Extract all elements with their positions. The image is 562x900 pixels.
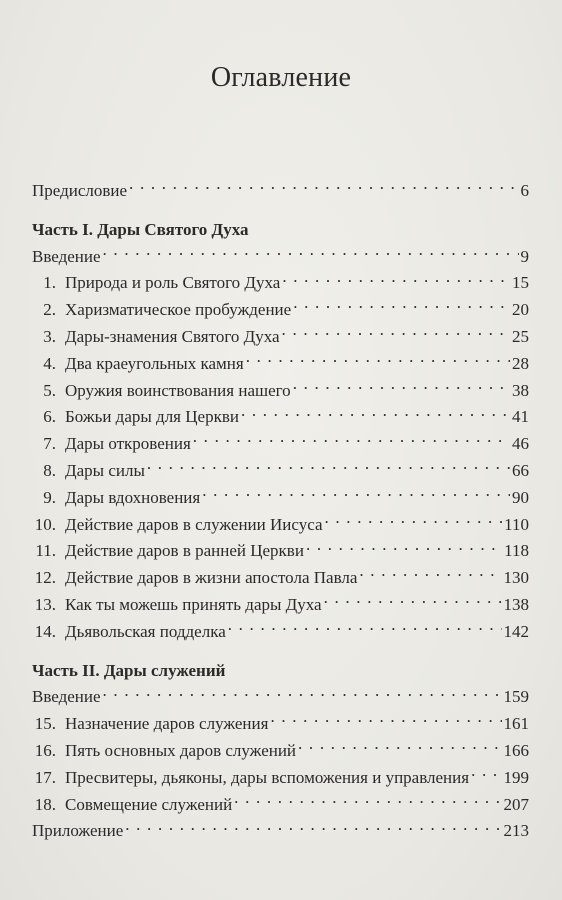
toc-chapter-entry	[32, 592, 529, 619]
toc-chapter-entry	[32, 431, 529, 458]
chapter-number: 5.	[43, 380, 56, 400]
chapter-title: Действие даров в служении Иисуса	[65, 514, 323, 534]
chapter-page: 25	[512, 326, 529, 346]
dot-leader	[246, 359, 510, 369]
toc-entry-intro	[32, 684, 529, 711]
dot-leader	[471, 773, 501, 783]
dot-leader	[306, 546, 502, 556]
chapter-page: 15	[512, 273, 529, 293]
chapter-number: 15.	[34, 714, 56, 734]
dot-leader	[359, 573, 501, 583]
toc-chapter-entry	[32, 351, 529, 378]
chapter-number: 4.	[43, 353, 56, 373]
dot-leader	[241, 412, 510, 422]
toc-chapter-entry	[32, 404, 529, 431]
chapter-title: Дары-знамения Святого Духа	[65, 326, 280, 346]
dot-leader	[125, 826, 501, 836]
chapter-number: 18.	[34, 794, 56, 814]
chapter-title: Дары силы	[65, 460, 145, 480]
toc-chapter-entry	[32, 485, 529, 512]
chapter-page: 41	[512, 407, 529, 427]
chapter-title: Дары вдохновения	[65, 487, 201, 507]
dot-leader	[324, 600, 502, 610]
dot-leader	[298, 746, 501, 756]
chapter-page: 161	[503, 714, 529, 734]
toc-chapter-entry	[32, 270, 529, 297]
chapter-number: 10.	[34, 514, 56, 534]
table-of-contents	[32, 178, 529, 845]
entry-title: Введение	[32, 246, 101, 266]
chapter-page: 66	[512, 460, 529, 480]
dot-leader	[293, 305, 510, 315]
chapter-number: 3.	[43, 326, 56, 346]
chapter-title: Пять основных даров служений	[65, 740, 297, 760]
toc-chapter-entry	[32, 324, 529, 351]
chapter-number: 11.	[35, 541, 56, 561]
chapter-number: 12.	[34, 568, 56, 588]
chapter-title: Дары откровения	[65, 434, 191, 454]
chapter-list	[32, 711, 529, 818]
chapter-number: 14.	[34, 621, 56, 641]
entry-page: 9	[520, 246, 529, 266]
chapter-title: Харизматическое пробуждение	[65, 300, 292, 320]
toc-chapter-entry	[32, 765, 529, 792]
toc-chapter-entry	[32, 711, 529, 738]
chapter-page: 46	[512, 434, 529, 454]
chapter-page: 138	[503, 594, 529, 614]
page-title: Оглавление	[210, 62, 352, 93]
toc-chapter-entry	[32, 792, 529, 819]
chapter-page: 90	[512, 487, 529, 507]
chapter-title: Божьи дары для Церкви	[65, 407, 239, 427]
dot-leader	[270, 719, 501, 729]
part-heading: Часть II. Дары служений	[32, 660, 226, 680]
dot-leader	[293, 386, 510, 396]
dot-leader	[129, 186, 518, 196]
entry-title: Предисловие	[32, 181, 128, 200]
toc-chapter-entry	[32, 378, 529, 405]
dot-leader	[103, 692, 502, 702]
chapter-page: 28	[512, 353, 529, 373]
chapter-number: 6.	[43, 407, 56, 427]
toc-entry-foreword	[32, 178, 529, 205]
entry-page: 159	[503, 687, 529, 707]
chapter-title: Два краеугольных камня	[65, 353, 244, 373]
entry-title: Введение	[32, 687, 101, 707]
chapter-page: 166	[503, 740, 529, 760]
chapter-number: 17.	[34, 767, 56, 787]
toc-chapter-entry	[32, 297, 529, 324]
dot-leader	[325, 520, 503, 530]
chapter-page: 110	[504, 514, 529, 534]
chapter-title: Пресвитеры, дьяконы, дары вспоможения и управления	[65, 767, 470, 787]
chapter-number: 16.	[34, 740, 56, 760]
toc-entry-appendix	[32, 818, 529, 845]
chapter-title: Оружия воинствования нашего	[65, 380, 291, 400]
chapter-page: 199	[503, 767, 529, 787]
chapter-number: 9.	[43, 487, 56, 507]
chapter-page: 118	[504, 541, 529, 561]
entry-page: 6	[520, 181, 529, 200]
dot-leader	[234, 800, 501, 810]
chapter-number: 7.	[43, 434, 56, 454]
chapter-page: 130	[503, 568, 529, 588]
toc-chapter-entry	[32, 738, 529, 765]
chapter-title: Природа и роль Святого Духа	[65, 273, 281, 293]
chapter-number: 8.	[43, 460, 56, 480]
chapter-title: Действие даров в жизни апостола Павла	[65, 568, 358, 588]
dot-leader	[282, 278, 510, 288]
chapter-page: 142	[503, 621, 529, 641]
chapter-title: Действие даров в ранней Церкви	[65, 541, 304, 561]
chapter-number: 1.	[43, 273, 56, 293]
chapter-page: 38	[512, 380, 529, 400]
toc-entry-intro	[32, 244, 529, 271]
chapter-page: 20	[512, 300, 529, 320]
chapter-title: Совмещение служений	[65, 794, 233, 814]
chapter-number: 2.	[43, 300, 56, 320]
toc-chapter-entry	[32, 565, 529, 592]
toc-chapter-entry	[32, 619, 529, 646]
dot-leader	[228, 627, 502, 637]
dot-leader	[193, 439, 510, 449]
dot-leader	[147, 466, 510, 476]
dot-leader	[202, 493, 510, 503]
toc-chapter-entry	[32, 458, 529, 485]
dot-leader	[282, 332, 510, 342]
toc-chapter-entry	[32, 512, 529, 539]
entry-title: Приложение	[32, 821, 124, 841]
chapter-list	[32, 270, 529, 645]
chapter-title: Назначение даров служения	[65, 714, 269, 734]
chapter-page: 207	[503, 794, 529, 814]
entry-page: 213	[503, 821, 529, 841]
part-heading: Часть I. Дары Святого Духа	[32, 219, 249, 239]
chapter-title: Как ты можешь принять дары Духа	[65, 594, 322, 614]
dot-leader	[103, 252, 519, 262]
chapter-number: 13.	[34, 594, 56, 614]
chapter-title: Дьявольская подделка	[65, 621, 226, 641]
toc-chapter-entry	[32, 538, 529, 565]
